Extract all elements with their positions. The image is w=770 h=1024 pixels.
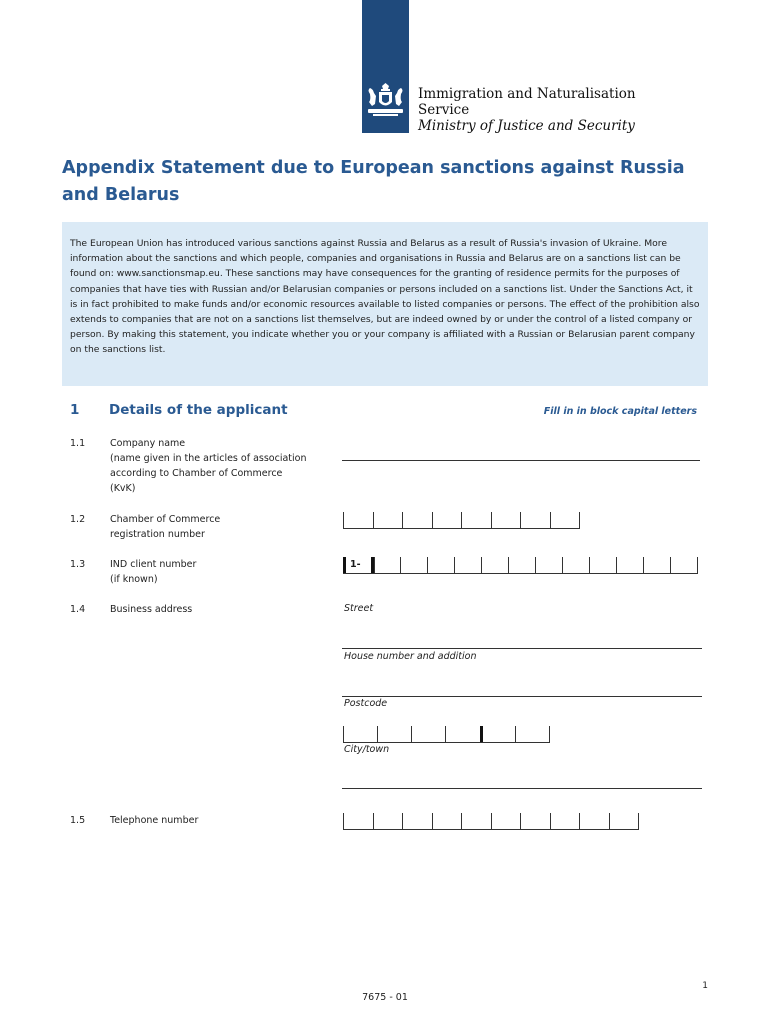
logo-bar (362, 0, 409, 133)
digit-box[interactable] (670, 557, 698, 573)
street-label: Street (344, 603, 374, 614)
business-address-label: Business address (110, 604, 193, 615)
digit-box[interactable] (402, 512, 432, 528)
digit-box[interactable] (562, 557, 589, 573)
company-name-label (110, 436, 330, 496)
digit-box[interactable] (609, 813, 639, 829)
digit-box[interactable] (491, 512, 520, 528)
question-number: 1.2 (70, 514, 86, 525)
postcode-field[interactable] (343, 726, 550, 743)
char-box[interactable] (343, 726, 377, 742)
form-code: 7675 - 01 (362, 992, 408, 1003)
question-number: 1.4 (70, 604, 86, 615)
kvk-number-field[interactable] (343, 512, 580, 529)
digit-box[interactable] (461, 813, 491, 829)
intro-text: The European Union has introduced various sanctions against Russia and Belarus as a result of Russia's invasion of Ukraine. More information about the sanctions and which people, companies and organisations in Russia and Belarus are on a sanctions list can be found on: www.sanctionsmap.eu. These sanctions may have consequences for the granting of residence permits for the purposes of companies that have ties with Russian and/or Belarusian companies or persons included on a sanctions list. Under the Sanctions Act, it is in fact prohibited to make funds and/or economic resources available to listed companies or persons. The effect of the prohibition also extends to companies that are not on a sanctions list themselves, but are indeed owned by or under the control of a listed company or person. By making this statement, you indicate whether you or your company is affiliated with a Russian or Belarusian parent company on the sanctions list. (62, 222, 708, 386)
digit-box[interactable] (491, 813, 520, 829)
section-number: 1 (70, 402, 80, 418)
digit-box[interactable] (579, 813, 609, 829)
digit-box[interactable] (432, 813, 461, 829)
house-number-label: House number and addition (344, 651, 477, 662)
section-title: Details of the applicant (109, 402, 288, 418)
digit-box[interactable] (643, 557, 670, 573)
org-line-1: Immigration and Naturalisation (418, 86, 636, 102)
telephone-field[interactable] (343, 813, 639, 830)
page-number: 1 (702, 981, 708, 991)
kvk-label (110, 512, 330, 542)
label-text: Company name (110, 438, 186, 449)
house-number-field[interactable] (342, 696, 702, 697)
label-hint: registration number (110, 529, 205, 540)
char-box[interactable] (445, 726, 480, 742)
postcode-label: Postcode (344, 698, 388, 709)
label-hint: (if known) (110, 574, 158, 585)
label-hint: (KvK) (110, 483, 136, 494)
digit-box[interactable] (400, 557, 427, 573)
digit-box[interactable] (432, 512, 461, 528)
char-box[interactable] (377, 726, 411, 742)
block-capitals-note: Fill in in block capital letters (543, 406, 697, 417)
ind-prefix: 1- (343, 557, 374, 573)
char-box[interactable] (480, 726, 515, 742)
digit-box[interactable] (427, 557, 454, 573)
company-name-field[interactable] (342, 460, 700, 461)
digit-box[interactable] (373, 512, 402, 528)
digit-box[interactable] (508, 557, 535, 573)
question-number: 1.3 (70, 559, 86, 570)
ministry-name: Ministry of Justice and Security (418, 118, 635, 134)
digit-box[interactable] (373, 813, 402, 829)
char-box[interactable] (515, 726, 550, 742)
digit-box[interactable] (520, 813, 550, 829)
digit-box[interactable] (589, 557, 616, 573)
question-number: 1.5 (70, 815, 86, 826)
digit-box[interactable] (402, 813, 432, 829)
digit-box[interactable] (343, 512, 373, 528)
city-field[interactable] (342, 788, 702, 789)
digit-box[interactable] (550, 813, 579, 829)
ind-number-field[interactable] (343, 557, 698, 574)
label-hint: (name given in the articles of association (110, 453, 307, 464)
digit-box[interactable] (520, 512, 550, 528)
org-line-2: Service (418, 102, 470, 118)
digit-box[interactable] (550, 512, 580, 528)
telephone-label: Telephone number (110, 815, 199, 826)
page-title: Appendix Statement due to European sanctions against Russia and Belarus (62, 158, 685, 205)
digit-box[interactable] (454, 557, 481, 573)
char-box[interactable] (411, 726, 445, 742)
ind-label (110, 557, 330, 587)
label-text: IND client number (110, 559, 197, 570)
organisation-name (418, 86, 636, 134)
street-field[interactable] (342, 648, 702, 649)
digit-box[interactable] (616, 557, 643, 573)
question-number: 1.1 (70, 438, 86, 449)
city-label: City/town (344, 744, 390, 755)
digit-box[interactable] (374, 557, 400, 573)
digit-box[interactable] (343, 813, 373, 829)
digit-box[interactable] (481, 557, 508, 573)
digit-box[interactable] (461, 512, 491, 528)
digit-box[interactable] (535, 557, 562, 573)
label-hint: according to Chamber of Commerce (110, 468, 283, 479)
coat-of-arms-icon (364, 82, 407, 118)
label-text: Chamber of Commerce (110, 514, 221, 525)
